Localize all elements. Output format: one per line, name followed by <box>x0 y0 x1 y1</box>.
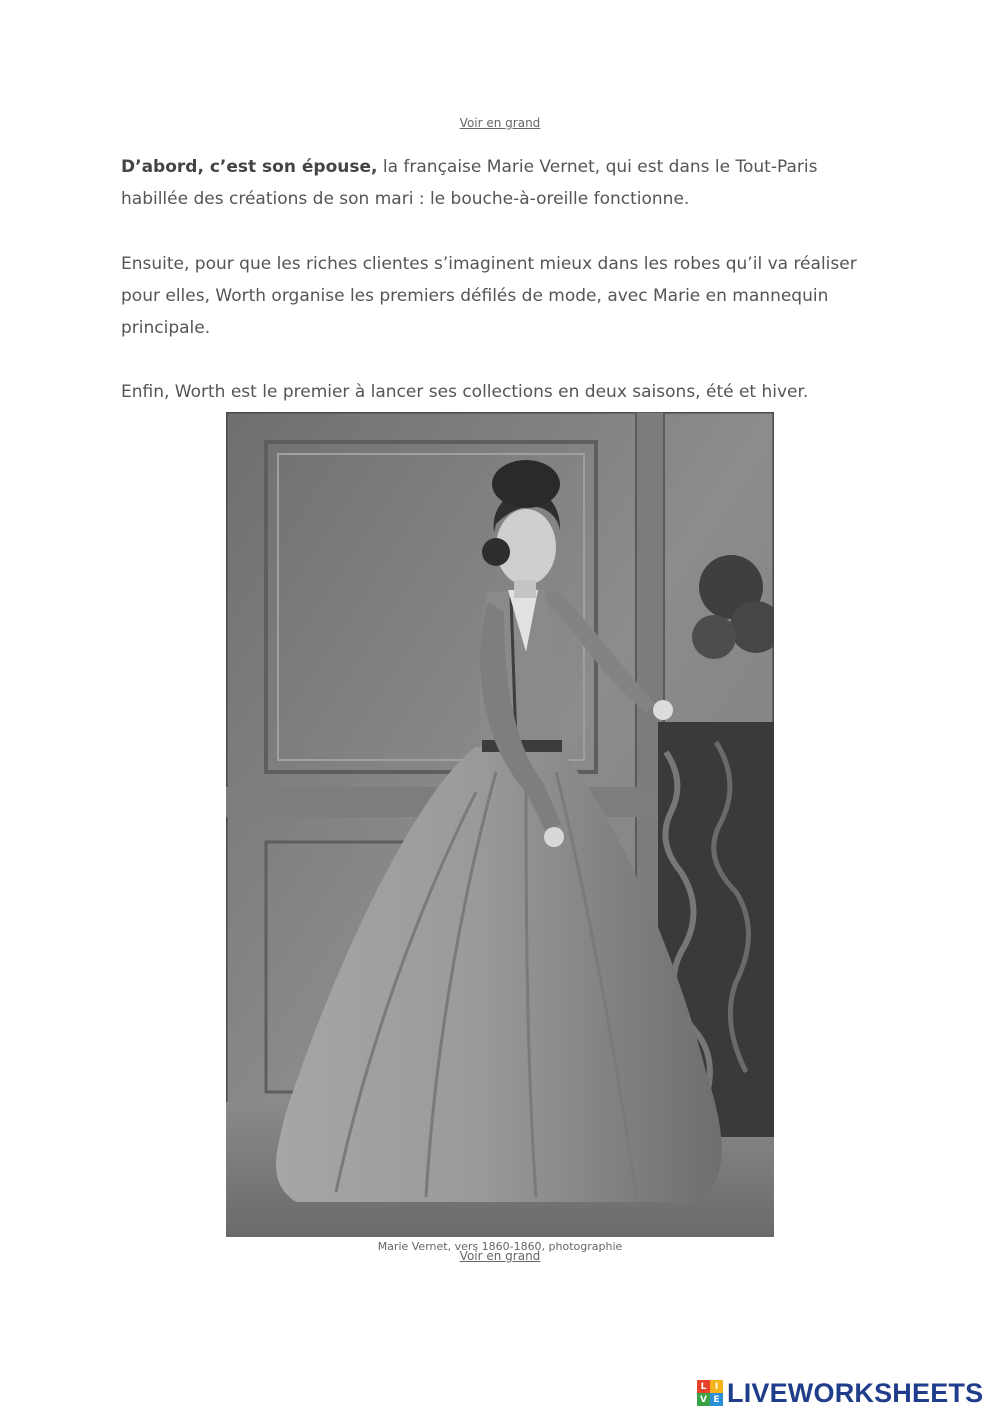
paragraph-1-bold: D’abord, c’est son épouse, <box>121 157 378 177</box>
photo-caption: Marie Vernet, vers 1860-1860, photographie <box>377 1240 623 1253</box>
paragraph-3: Enfin, Worth est le premier à lancer ses collections en deux saisons, été et hiver. <box>121 382 809 402</box>
paragraph-1 <box>121 151 881 215</box>
mark-tile-l: L <box>697 1380 710 1393</box>
portrait-photo <box>226 412 774 1237</box>
portrait-illustration <box>226 412 774 1237</box>
view-large-link-top[interactable]: Voir en grand <box>459 116 541 130</box>
paragraph-1-text: la française Marie Vernet, qui est dans le Tout-Paris habillée des créations de son mari : le bouche-à-oreille fonctionne. <box>121 157 818 209</box>
mark-tile-e: E <box>710 1393 723 1406</box>
mark-tile-v: V <box>697 1393 710 1406</box>
view-large-link-bottom[interactable]: Voir en grand <box>459 1249 541 1263</box>
liveworksheets-logo <box>697 1376 983 1410</box>
paragraph-2: Ensuite, pour que les riches clientes s’imaginent mieux dans les robes qu’il va réaliser pour elles, Worth organise les premiers défilés de mode, avec Marie en mannequin principale. <box>121 254 857 338</box>
liveworksheets-mark-icon <box>697 1380 723 1406</box>
liveworksheets-wordmark: LIVEWORKSHEETS <box>727 1377 984 1408</box>
mark-tile-i: I <box>710 1380 723 1393</box>
